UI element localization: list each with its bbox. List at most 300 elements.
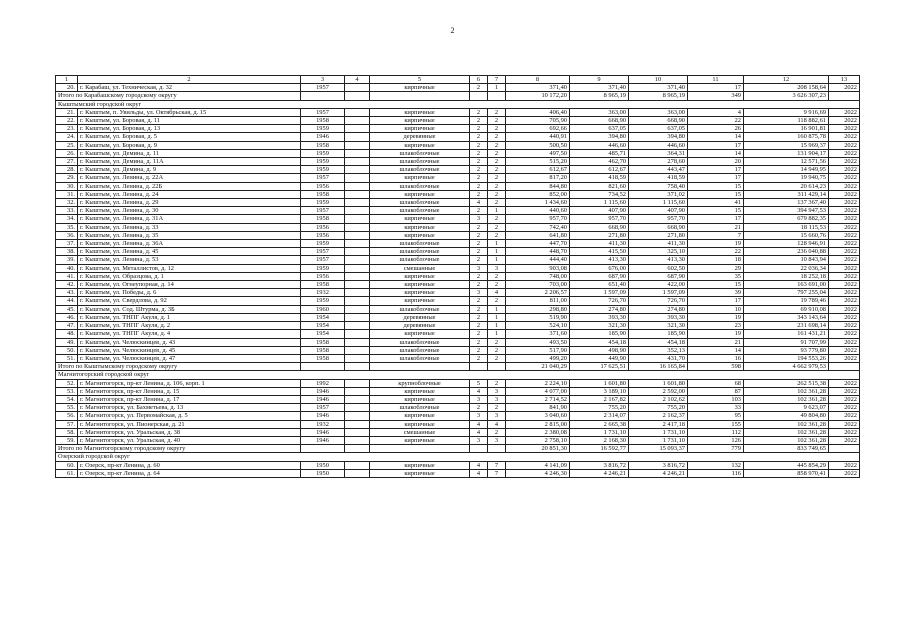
total-area-cell: 440,60 — [506, 207, 570, 215]
year-cell: 1932 — [301, 420, 345, 428]
cost-cell: 15 660,76 — [744, 231, 829, 239]
page-number: 2 — [450, 26, 455, 35]
floors-cell: 4 — [470, 387, 488, 395]
table-row — [56, 215, 860, 223]
address-cell: г. Кыштым, ул. Ленина, д. 35 — [78, 231, 301, 239]
living-area-cell: 1 731,10 — [629, 428, 688, 436]
address-cell: г. Магнитогорск, ул. Первомайская, д. 5 — [78, 412, 301, 420]
living-area-cell: 3 816,72 — [629, 461, 688, 469]
col4-cell — [345, 387, 370, 395]
cost-cell: 69 910,08 — [744, 305, 829, 313]
year-cell: 1954 — [301, 313, 345, 321]
year-planned-cell: 2022 — [829, 199, 860, 207]
col4-cell — [345, 84, 370, 92]
entrances-cell: 2 — [488, 215, 506, 223]
year-planned-cell: 2022 — [829, 174, 860, 182]
address-cell: г. Кыштым, ул. Ленина, д. 53 — [78, 256, 301, 264]
total-area-cell: 493,50 — [506, 338, 570, 346]
year-cell: 1958 — [301, 346, 345, 354]
cost-cell: 16 901,81 — [744, 125, 829, 133]
residents-cell: 22 — [688, 248, 744, 256]
year-cell: 1958 — [301, 281, 345, 289]
floors-cell: 4 — [470, 199, 488, 207]
entrances-cell: 1 — [488, 305, 506, 313]
area-cell: 2 168,30 — [570, 436, 629, 444]
entrances-cell: 2 — [488, 149, 506, 157]
total-area-cell: 692,66 — [506, 125, 570, 133]
column-header: 10 — [629, 76, 688, 84]
year-planned-cell — [829, 92, 860, 100]
residents-cell: 17 — [688, 141, 744, 149]
row-number: 33. — [56, 207, 78, 215]
table-row — [56, 231, 860, 239]
address-cell: г. Кыштым, ул. Образцова, д. 1 — [78, 272, 301, 280]
floors-cell: 2 — [470, 190, 488, 198]
cost-cell: 128 946,91 — [744, 240, 829, 248]
entrances-cell: 3 — [488, 387, 506, 395]
residents-cell: 15 — [688, 182, 744, 190]
row-number: 36. — [56, 231, 78, 239]
cost-cell: 833 749,65 — [744, 445, 829, 453]
total-area-cell: 957,70 — [506, 215, 570, 223]
address-cell: г. Кыштым, ул. Сод. Штурма, д. 3Б — [78, 305, 301, 313]
year-cell: 1956 — [301, 272, 345, 280]
cost-cell: 194 553,26 — [744, 354, 829, 362]
address-cell: г. Кыштым, ул. Ленина, д. 31А — [78, 215, 301, 223]
floors-cell: 2 — [470, 322, 488, 330]
living-area-cell: 431,70 — [629, 354, 688, 362]
floors-cell: 2 — [470, 297, 488, 305]
cost-cell: 161 431,21 — [744, 330, 829, 338]
wall-material-cell: кирпичные — [370, 272, 470, 280]
table-row — [56, 313, 860, 321]
year-cell: 1959 — [301, 297, 345, 305]
year-cell: 1954 — [301, 322, 345, 330]
year-cell: 1958 — [301, 215, 345, 223]
year-cell: 1958 — [301, 354, 345, 362]
table-row — [56, 281, 860, 289]
total-area-cell: 519,90 — [506, 313, 570, 321]
cost-cell: 22 036,34 — [744, 264, 829, 272]
floors-cell: 2 — [470, 149, 488, 157]
residents-cell: 17 — [688, 174, 744, 182]
year-planned-cell: 2022 — [829, 469, 860, 477]
row-number: 35. — [56, 223, 78, 231]
row-number: 45. — [56, 305, 78, 313]
address-cell: г. Озерск, пр-кт Ленина, д. 60 — [78, 461, 301, 469]
year-cell: 1959 — [301, 264, 345, 272]
wall-material-cell: деревянные — [370, 133, 470, 141]
empty-cell — [488, 445, 506, 453]
cost-cell: 102 361,28 — [744, 436, 829, 444]
area-cell: 17 625,51 — [570, 363, 629, 371]
entrances-cell: 2 — [488, 281, 506, 289]
table-row — [56, 412, 860, 420]
total-area-cell: 448,70 — [506, 248, 570, 256]
section-label: Кыштымский городской округ — [56, 100, 860, 108]
year-cell: 1954 — [301, 330, 345, 338]
living-area-cell: 278,60 — [629, 158, 688, 166]
total-area-cell: 841,90 — [506, 404, 570, 412]
table-row — [56, 223, 860, 231]
area-cell: 393,30 — [570, 313, 629, 321]
entrances-cell: 3 — [488, 436, 506, 444]
entrances-cell: 2 — [488, 346, 506, 354]
col4-cell — [345, 420, 370, 428]
area-cell: 2 665,38 — [570, 420, 629, 428]
col4-cell — [345, 281, 370, 289]
cost-cell: 102 361,28 — [744, 387, 829, 395]
area-cell: 676,00 — [570, 264, 629, 272]
living-area-cell: 321,30 — [629, 322, 688, 330]
area-cell: 498,90 — [570, 346, 629, 354]
area-cell: 668,90 — [570, 117, 629, 125]
entrances-cell: 1 — [488, 207, 506, 215]
wall-material-cell: шлакоблочные — [370, 354, 470, 362]
table-row — [56, 174, 860, 182]
column-header: 6 — [470, 76, 488, 84]
residents-cell: 17 — [688, 84, 744, 92]
cost-cell: 4 662 979,53 — [744, 363, 829, 371]
col4-cell — [345, 379, 370, 387]
year-cell: 1950 — [301, 469, 345, 477]
table-row — [56, 84, 860, 92]
wall-material-cell: кирпичные — [370, 84, 470, 92]
total-area-cell: 703,00 — [506, 281, 570, 289]
entrances-cell: 2 — [488, 133, 506, 141]
total-area-cell: 748,00 — [506, 272, 570, 280]
empty-cell — [301, 363, 345, 371]
year-planned-cell: 2022 — [829, 281, 860, 289]
wall-material-cell: кирпичные — [370, 395, 470, 403]
floors-cell: 4 — [470, 469, 488, 477]
col4-cell — [345, 231, 370, 239]
year-planned-cell — [829, 363, 860, 371]
wall-material-cell: кирпичные — [370, 297, 470, 305]
row-number: 21. — [56, 108, 78, 116]
total-area-cell: 2 758,10 — [506, 436, 570, 444]
table-row — [56, 199, 860, 207]
total-area-cell: 742,40 — [506, 223, 570, 231]
row-number: 52. — [56, 379, 78, 387]
residents-cell: 15 — [688, 190, 744, 198]
living-area-cell: 454,18 — [629, 338, 688, 346]
col4-cell — [345, 305, 370, 313]
total-area-cell: 2 206,57 — [506, 289, 570, 297]
cost-cell: 231 698,14 — [744, 322, 829, 330]
col4-cell — [345, 264, 370, 272]
table-row — [56, 346, 860, 354]
area-cell: 449,90 — [570, 354, 629, 362]
area-cell: 4 246,21 — [570, 469, 629, 477]
entrances-cell: 4 — [488, 289, 506, 297]
floors-cell: 3 — [470, 264, 488, 272]
year-planned-cell: 2022 — [829, 404, 860, 412]
floors-cell: 2 — [470, 223, 488, 231]
row-number: 38. — [56, 248, 78, 256]
wall-material-cell: шлакоблочные — [370, 404, 470, 412]
row-number: 32. — [56, 199, 78, 207]
col4-cell — [345, 272, 370, 280]
area-cell: 363,00 — [570, 108, 629, 116]
area-cell: 755,20 — [570, 404, 629, 412]
living-area-cell: 363,00 — [629, 108, 688, 116]
row-number: 59. — [56, 436, 78, 444]
entrances-cell: 4 — [488, 420, 506, 428]
year-cell: 1946 — [301, 387, 345, 395]
cost-cell: 163 691,00 — [744, 281, 829, 289]
row-number: 34. — [56, 215, 78, 223]
subtotal-row — [56, 92, 860, 100]
floors-cell: 2 — [470, 272, 488, 280]
cost-cell: 311 429,14 — [744, 190, 829, 198]
table-row — [56, 133, 860, 141]
residents-cell: 598 — [688, 363, 744, 371]
floors-cell: 2 — [470, 256, 488, 264]
cost-cell: 160 875,78 — [744, 133, 829, 141]
col4-cell — [345, 166, 370, 174]
table-row — [56, 125, 860, 133]
column-header: 11 — [688, 76, 744, 84]
cost-cell: 19 789,46 — [744, 297, 829, 305]
living-area-cell: 637,05 — [629, 125, 688, 133]
floors-cell: 2 — [470, 330, 488, 338]
floors-cell: 2 — [470, 141, 488, 149]
cost-cell: 445 854,29 — [744, 461, 829, 469]
total-area-cell: 444,40 — [506, 256, 570, 264]
cost-cell: 102 361,28 — [744, 395, 829, 403]
cost-cell: 118 882,61 — [744, 117, 829, 125]
entrances-cell: 2 — [488, 338, 506, 346]
residents-cell: 26 — [688, 125, 744, 133]
wall-material-cell: шлакоблочные — [370, 149, 470, 157]
row-number: 26. — [56, 149, 78, 157]
wall-material-cell: кирпичные — [370, 190, 470, 198]
year-planned-cell: 2022 — [829, 190, 860, 198]
wall-material-cell: деревянные — [370, 313, 470, 321]
wall-material-cell: кирпичные — [370, 117, 470, 125]
cost-cell: 858 970,41 — [744, 469, 829, 477]
wall-material-cell: шлакоблочные — [370, 207, 470, 215]
area-cell: 821,60 — [570, 182, 629, 190]
living-area-cell: 1 601,80 — [629, 379, 688, 387]
living-area-cell: 1 597,09 — [629, 289, 688, 297]
year-planned-cell: 2022 — [829, 461, 860, 469]
entrances-cell: 2 — [488, 297, 506, 305]
address-cell: г. Кыштым, ул. Свердлова, д. 92 — [78, 297, 301, 305]
year-planned-cell: 2022 — [829, 412, 860, 420]
address-cell: г. Магнитогорск, пр-кт Ленина, д. 17 — [78, 395, 301, 403]
area-cell: 687,90 — [570, 272, 629, 280]
address-cell: г. Кыштым, ул. Боровая, д. 13 — [78, 125, 301, 133]
residents-cell: 20 — [688, 158, 744, 166]
col4-cell — [345, 240, 370, 248]
living-area-cell: 668,90 — [629, 117, 688, 125]
residents-cell: 103 — [688, 395, 744, 403]
address-cell: г. Кыштым, ул. Челюскинцев, д. 45 — [78, 346, 301, 354]
year-planned-cell: 2022 — [829, 223, 860, 231]
wall-material-cell: шлакоблочные — [370, 182, 470, 190]
col4-cell — [345, 108, 370, 116]
residents-cell: 126 — [688, 436, 744, 444]
cost-cell: 19 940,75 — [744, 174, 829, 182]
entrances-cell: 2 — [488, 108, 506, 116]
floors-cell: 2 — [470, 281, 488, 289]
floors-cell: 2 — [470, 166, 488, 174]
col4-cell — [345, 182, 370, 190]
area-cell: 454,18 — [570, 338, 629, 346]
entrances-cell: 1 — [488, 248, 506, 256]
entrances-cell: 7 — [488, 469, 506, 477]
entrances-cell: 2 — [488, 199, 506, 207]
cost-cell: 131 904,17 — [744, 149, 829, 157]
wall-material-cell: кирпичные — [370, 141, 470, 149]
table-row — [56, 297, 860, 305]
living-area-cell: 957,70 — [629, 215, 688, 223]
year-planned-cell: 2022 — [829, 379, 860, 387]
subtotal-row — [56, 363, 860, 371]
col4-cell — [345, 133, 370, 141]
wall-material-cell: кирпичные — [370, 330, 470, 338]
total-area-cell: 4 141,09 — [506, 461, 570, 469]
empty-cell — [301, 445, 345, 453]
total-area-cell: 612,67 — [506, 166, 570, 174]
area-cell: 185,90 — [570, 330, 629, 338]
floors-cell: 2 — [470, 404, 488, 412]
address-cell: г. Кыштым, ул. ТНПГ Акуля, д. 4 — [78, 330, 301, 338]
area-cell: 321,30 — [570, 322, 629, 330]
total-area-cell: 406,40 — [506, 108, 570, 116]
total-area-cell: 371,60 — [506, 330, 570, 338]
area-cell: 16 592,77 — [570, 445, 629, 453]
year-cell: 1957 — [301, 174, 345, 182]
table-row — [56, 379, 860, 387]
column-header: 5 — [370, 76, 470, 84]
year-planned-cell: 2022 — [829, 387, 860, 395]
living-area-cell: 413,30 — [629, 256, 688, 264]
row-number: 40. — [56, 264, 78, 272]
col4-cell — [345, 354, 370, 362]
area-cell: 3 816,72 — [570, 461, 629, 469]
col4-cell — [345, 141, 370, 149]
total-area-cell: 2 815,00 — [506, 420, 570, 428]
table-row — [56, 166, 860, 174]
year-planned-cell: 2022 — [829, 182, 860, 190]
col4-cell — [345, 346, 370, 354]
wall-material-cell: шлакоблочные — [370, 338, 470, 346]
living-area-cell: 407,90 — [629, 207, 688, 215]
entrances-cell: 3 — [488, 395, 506, 403]
floors-cell: 2 — [470, 248, 488, 256]
address-cell: г. Кыштым, ул. Демина, д. 11 — [78, 149, 301, 157]
year-planned-cell: 2022 — [829, 125, 860, 133]
area-cell: 485,71 — [570, 149, 629, 157]
total-area-cell: 2 380,08 — [506, 428, 570, 436]
residents-cell: 39 — [688, 289, 744, 297]
wall-material-cell: шлакоблочные — [370, 166, 470, 174]
floors-cell: 2 — [470, 305, 488, 313]
col4-cell — [345, 149, 370, 157]
table-row — [56, 354, 860, 362]
year-planned-cell: 2022 — [829, 338, 860, 346]
total-area-cell: 1 434,60 — [506, 199, 570, 207]
entrances-cell: 2 — [488, 125, 506, 133]
year-planned-cell: 2022 — [829, 346, 860, 354]
cost-cell: 49 804,80 — [744, 412, 829, 420]
empty-cell — [301, 92, 345, 100]
wall-material-cell: шлакоблочные — [370, 305, 470, 313]
entrances-cell: 1 — [488, 84, 506, 92]
area-cell: 637,05 — [570, 125, 629, 133]
wall-material-cell: смешанные — [370, 428, 470, 436]
section-label: Магнитогорский городской округ — [56, 371, 860, 379]
living-area-cell: 1 115,60 — [629, 199, 688, 207]
residents-cell: 112 — [688, 428, 744, 436]
living-area-cell: 726,70 — [629, 297, 688, 305]
row-number: 28. — [56, 166, 78, 174]
living-area-cell: 443,47 — [629, 166, 688, 174]
table-row — [56, 182, 860, 190]
entrances-cell: 2 — [488, 182, 506, 190]
table-row — [56, 248, 860, 256]
floors-cell: 3 — [470, 412, 488, 420]
row-number: 57. — [56, 420, 78, 428]
section-label: Озерский городской округ — [56, 453, 860, 461]
residents-cell: 22 — [688, 117, 744, 125]
wall-material-cell: кирпичные — [370, 281, 470, 289]
year-cell: 1960 — [301, 305, 345, 313]
residents-cell: 17 — [688, 215, 744, 223]
housing-register-table — [55, 75, 860, 478]
living-area-cell: 602,50 — [629, 264, 688, 272]
entrances-cell: 1 — [488, 240, 506, 248]
col4-cell — [345, 223, 370, 231]
entrances-cell: 2 — [488, 354, 506, 362]
section-row — [56, 371, 860, 379]
entrances-cell: 2 — [488, 223, 506, 231]
total-area-cell: 817,20 — [506, 174, 570, 182]
living-area-cell: 446,60 — [629, 141, 688, 149]
area-cell: 957,70 — [570, 215, 629, 223]
residents-cell: 17 — [688, 166, 744, 174]
living-area-cell: 2 417,18 — [629, 420, 688, 428]
row-number: 60. — [56, 461, 78, 469]
area-cell: 612,67 — [570, 166, 629, 174]
cost-cell: 236 040,88 — [744, 248, 829, 256]
empty-cell — [370, 92, 470, 100]
address-cell: г. Кыштым, ул. Челюскинцев, д. 47 — [78, 354, 301, 362]
row-number: 58. — [56, 428, 78, 436]
entrances-cell: 1 — [488, 256, 506, 264]
year-planned-cell: 2022 — [829, 395, 860, 403]
area-cell: 668,90 — [570, 223, 629, 231]
entrances-cell: 2 — [488, 166, 506, 174]
col4-cell — [345, 256, 370, 264]
table-row — [56, 256, 860, 264]
year-planned-cell: 2022 — [829, 313, 860, 321]
year-planned-cell: 2022 — [829, 248, 860, 256]
table-row — [56, 207, 860, 215]
column-header: 1 — [56, 76, 78, 84]
total-area-cell: 2 714,52 — [506, 395, 570, 403]
table-row — [56, 272, 860, 280]
row-number: 43. — [56, 289, 78, 297]
table-row — [56, 330, 860, 338]
cost-cell: 262 515,38 — [744, 379, 829, 387]
col4-cell — [345, 395, 370, 403]
address-cell: г. Кыштым, ул. Ленина, д. 29 — [78, 199, 301, 207]
entrances-cell: 1 — [488, 313, 506, 321]
